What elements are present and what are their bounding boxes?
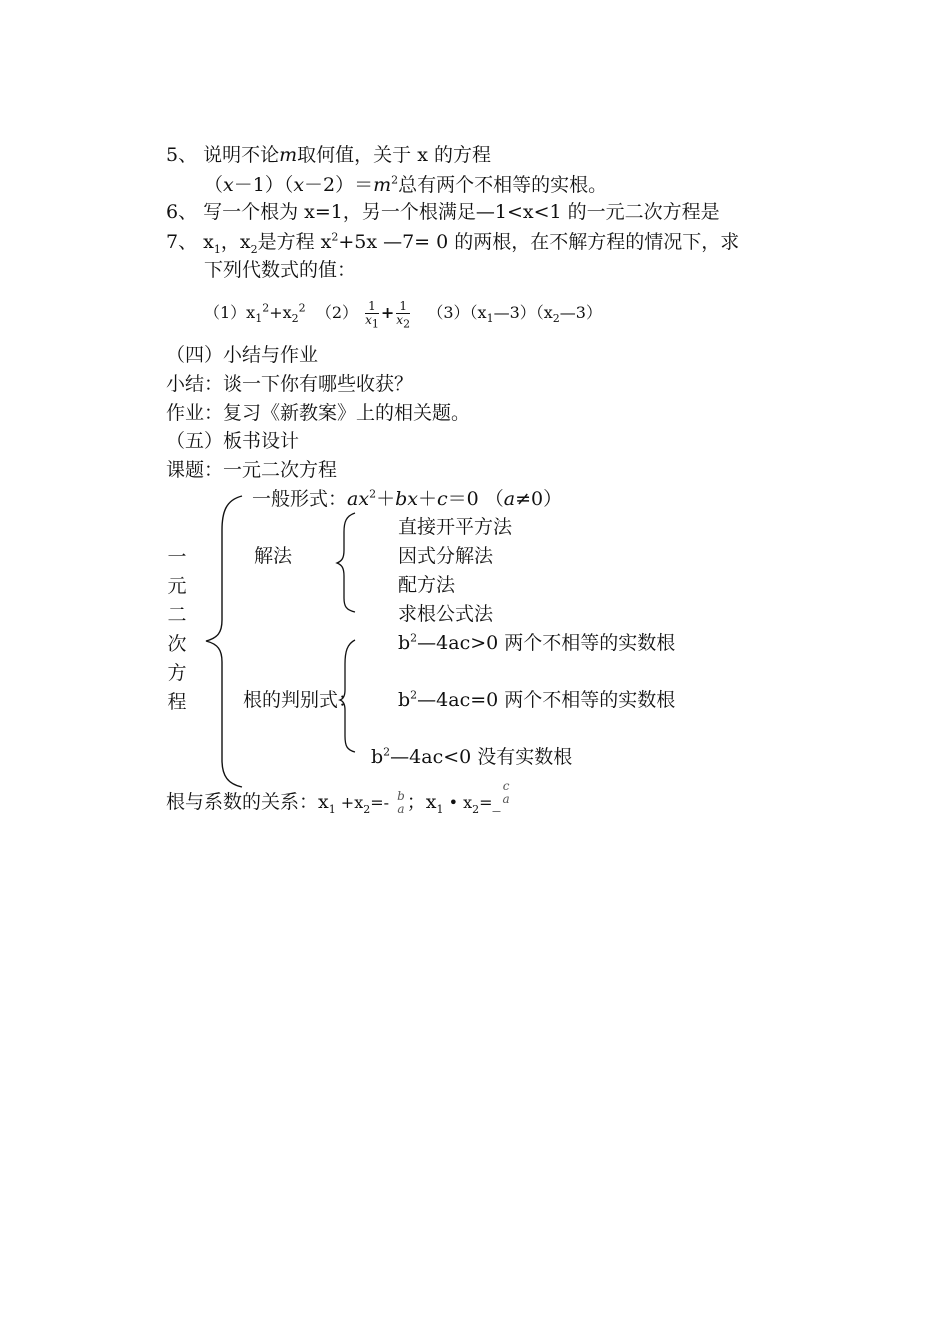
frac-x: x <box>396 313 404 327</box>
q7-item1-plus: +x <box>269 303 292 322</box>
vertical-char-2: 元 <box>167 575 187 597</box>
q7-item3: （3）（x <box>427 303 487 322</box>
frac-sub2: 2 <box>403 317 411 331</box>
frac-a: a <box>397 802 405 816</box>
q5-var-x2: x <box>293 174 305 196</box>
methods-label: 解法 <box>254 545 293 567</box>
methods-brace <box>337 513 355 612</box>
vieta-label: 根与系数的关系：x <box>166 791 329 813</box>
vieta-plus: +x <box>335 793 364 812</box>
disc-b: b <box>398 632 411 654</box>
section-four-heading: （四）小结与作业 <box>166 344 319 366</box>
disc-sq: 2 <box>410 631 418 645</box>
q5-paren: （ <box>204 174 224 196</box>
general-form-label: 一般形式： <box>252 488 348 510</box>
vieta-relation <box>166 779 512 816</box>
q5-minus1: －1）（ <box>233 174 294 196</box>
vieta-eq2: =_ <box>479 793 501 812</box>
disc-b: b <box>371 746 384 768</box>
disc-rest: —4ac<0 没有实数根 <box>390 746 573 768</box>
var-x: x <box>358 488 370 510</box>
vieta-sub4: 2 <box>472 802 480 816</box>
q7-line2-text: 下列代数式的值： <box>204 259 357 281</box>
discriminant-case <box>371 746 572 768</box>
vieta-sub1: 1 <box>328 802 336 816</box>
q5-text-a: 5、 说明不论 <box>166 144 280 166</box>
q7-item3-mid: —3）（x <box>493 303 553 322</box>
vieta-semi: ；x <box>406 791 437 813</box>
section-five-heading: （五）板书设计 <box>166 430 300 452</box>
disc-sq: 2 <box>383 745 391 759</box>
coef-c: c <box>436 488 448 510</box>
q6-text: 6、 写一个根为 x=1，另一个根满足—1<x<1 的一元二次方程是 <box>166 201 720 223</box>
not-zero: ≠0） <box>515 488 563 510</box>
fraction-b-over-a <box>397 790 405 816</box>
method-item: 配方法 <box>398 574 456 596</box>
q7-num: 7、 x <box>166 231 214 253</box>
q7-item1-sub2: 2 <box>291 312 299 326</box>
q5-var-x1: x <box>223 174 234 196</box>
q7-sub1: 1 <box>213 242 221 256</box>
q7-sub2: 2 <box>250 242 258 256</box>
vieta-eq: =- <box>370 793 390 812</box>
q7-item1-sub1: 1 <box>255 312 263 326</box>
vertical-char-6: 程 <box>167 691 187 713</box>
discriminant-case <box>398 632 675 654</box>
vieta-dot: • x <box>443 793 473 812</box>
general-form <box>252 488 562 510</box>
coef-b: b <box>395 488 408 510</box>
summary-line: 小结：谈一下你有哪些收获？ <box>166 373 414 395</box>
vieta-sub2: 2 <box>363 802 371 816</box>
q5-var-m: m <box>279 144 298 166</box>
q7-mid: ，x <box>220 231 251 253</box>
q7-item3-end: —3） <box>559 303 602 322</box>
method-item: 直接开平方法 <box>398 516 513 538</box>
q7-item3-sub2: 2 <box>552 312 560 326</box>
frac-b: b <box>397 789 405 803</box>
q5-text-b: 取何值，关于 x 的方程 <box>297 144 491 166</box>
plus-sign: + <box>380 303 395 322</box>
q7-item1-sq1: 2 <box>262 301 270 315</box>
disc-b: b <box>398 689 411 711</box>
q7-mid2: 是方程 x <box>257 231 332 253</box>
frac-x: x <box>365 313 372 327</box>
plus2: ＋ <box>417 488 437 510</box>
q5-minus2: －2）＝ <box>304 174 374 196</box>
lesson-title: 课题：一元二次方程 <box>166 459 338 481</box>
frac-num: 1 <box>368 299 376 313</box>
discriminant-label: 根的判别式： <box>243 689 358 711</box>
sq: 2 <box>369 487 377 501</box>
coef-a: a <box>347 488 359 510</box>
method-item: 因式分解法 <box>398 545 494 567</box>
disc-rest: —4ac=0 两个不相等的实数根 <box>417 689 676 711</box>
coef-a2: a <box>503 488 516 510</box>
disc-sq: 2 <box>410 688 418 702</box>
vieta-sub3: 1 <box>436 802 444 816</box>
eq-zero: ＝0 （ <box>447 488 504 510</box>
q7-sq: 2 <box>331 230 339 244</box>
homework-line: 作业：复习《新教案》上的相关题。 <box>166 402 471 424</box>
q5-text-c: 总有两个不相等的实根。 <box>398 174 608 196</box>
frac-c: c <box>502 779 510 793</box>
q5-sq: 2 <box>391 173 399 187</box>
method-item: 求根公式法 <box>398 603 494 625</box>
q7-item1-sq2: 2 <box>298 301 306 315</box>
vertical-char-1: 一 <box>167 546 187 568</box>
vertical-char-3: 二 <box>167 604 187 626</box>
vertical-char-4: 次 <box>167 633 187 655</box>
q7-item3-sub1: 1 <box>486 312 494 326</box>
q5-var-m2: m <box>373 174 392 196</box>
frac-num: 1 <box>399 299 407 313</box>
frac-sub1: 1 <box>371 317 379 331</box>
frac-a2: a <box>502 792 510 806</box>
q7-item1: （1）x <box>204 303 256 322</box>
fraction-c-over-a <box>503 780 510 806</box>
vertical-char-5: 方 <box>167 662 187 684</box>
big-brace <box>206 496 242 787</box>
q7-rest: +5x —7= 0 的两根，在不解方程的情况下，求 <box>338 231 740 253</box>
q7-item2: （2） <box>315 303 359 322</box>
plus1: ＋ <box>376 488 396 510</box>
var-x: x <box>407 488 418 510</box>
discriminant-case <box>398 689 675 711</box>
disc-rest: —4ac>0 两个不相等的实数根 <box>417 632 676 654</box>
